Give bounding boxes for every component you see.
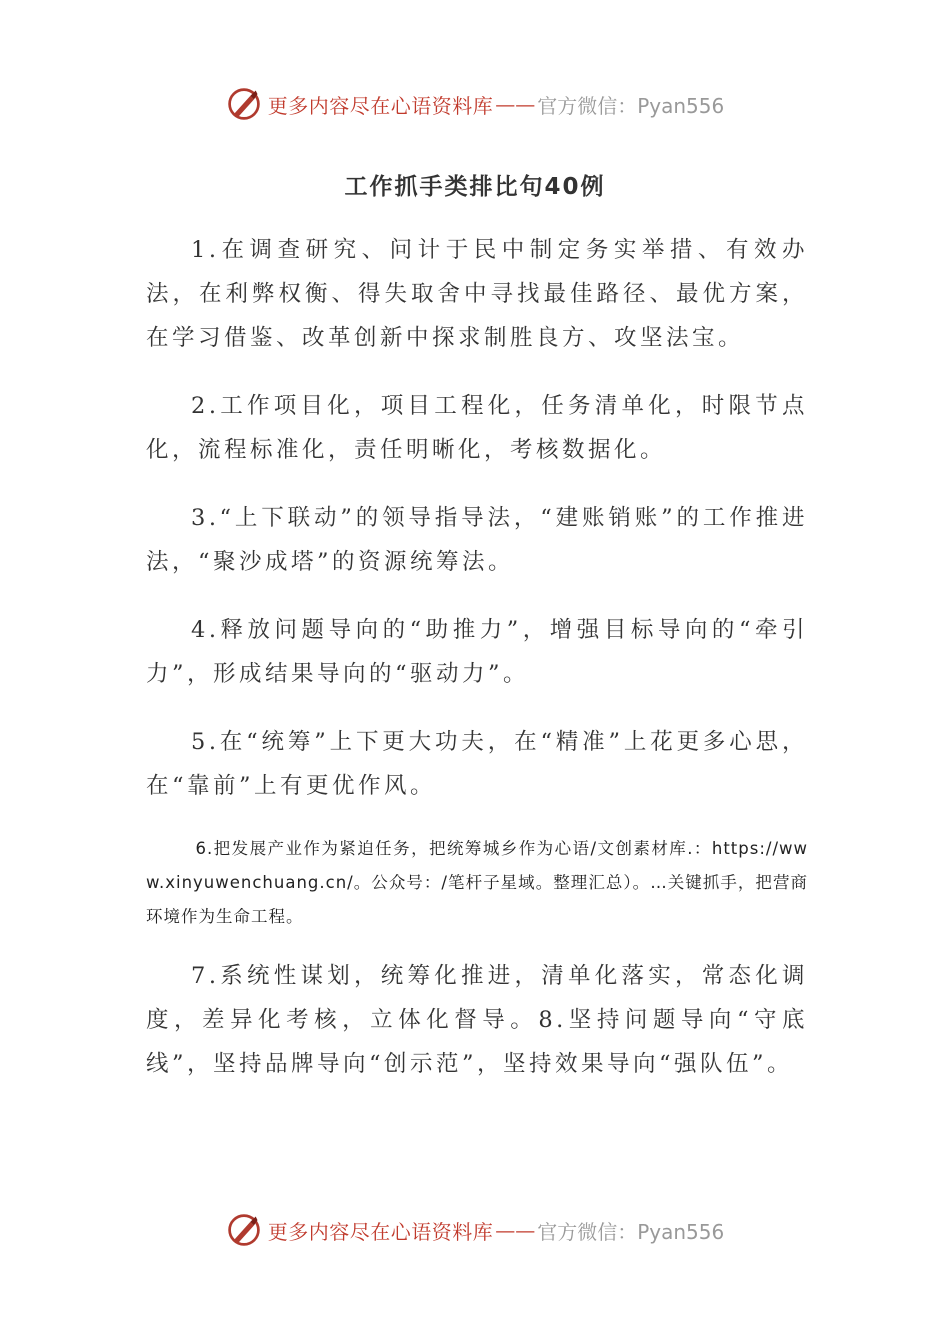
banner-dash: ——: [495, 1218, 536, 1242]
document-body: [146, 228, 808, 1110]
document-title: 工作抓手类排比句40例: [344, 174, 606, 200]
paragraph-7: 7.系统性谋划，统筹化推进，清单化落实，常态化调度，差异化考核，立体化督导。8.坚持问题导向“守底线”，坚持品牌导向“创示范”，坚持效果导向“强队伍”。: [146, 963, 808, 1077]
banner-dash: ——: [495, 92, 536, 116]
banner-brand-text: 更多内容尽在心语资料库: [267, 1219, 494, 1244]
banner-brand-text: 更多内容尽在心语资料库: [267, 93, 494, 118]
pen-logo-icon: [226, 1212, 262, 1248]
pen-logo-icon: [226, 86, 262, 122]
paragraph-3: 3.“上下联动”的领导指导法，“建账销账”的工作推进法，“聚沙成塔”的资源统筹法。: [146, 505, 808, 575]
header-banner: [0, 84, 950, 124]
paragraph-4: 4.释放问题导向的“助推力”，增强目标导向的“牵引力”，形成结果导向的“驱动力”。: [146, 617, 808, 687]
banner-wechat-text: 官方微信：Pyan556: [537, 1219, 725, 1244]
banner-wechat-text: 官方微信：Pyan556: [537, 93, 725, 118]
footer-banner: [0, 1210, 950, 1250]
paragraph-1: 1.在调查研究、问计于民中制定务实举措、有效办法，在利弊权衡、得失取舍中寻找最佳路径、最优方案，在学习借鉴、改革创新中探求制胜良方、攻坚法宝。: [146, 237, 808, 351]
paragraph-6: 6.把发展产业作为紧迫任务，把统筹城乡作为心语/文创素材库.：https://www.xinyuwenchuang.cn/。公众号：/笔杆子星域。整理汇总）。…关键抓手，把营商环境作为生命工程。: [146, 839, 808, 926]
paragraph-5: 5.在“统筹”上下更大功夫，在“精准”上花更多心思，在“靠前”上有更优作风。: [146, 729, 808, 799]
paragraph-2: 2.工作项目化，项目工程化，任务清单化，时限节点化，流程标准化，责任明晰化，考核数据化。: [146, 393, 808, 463]
